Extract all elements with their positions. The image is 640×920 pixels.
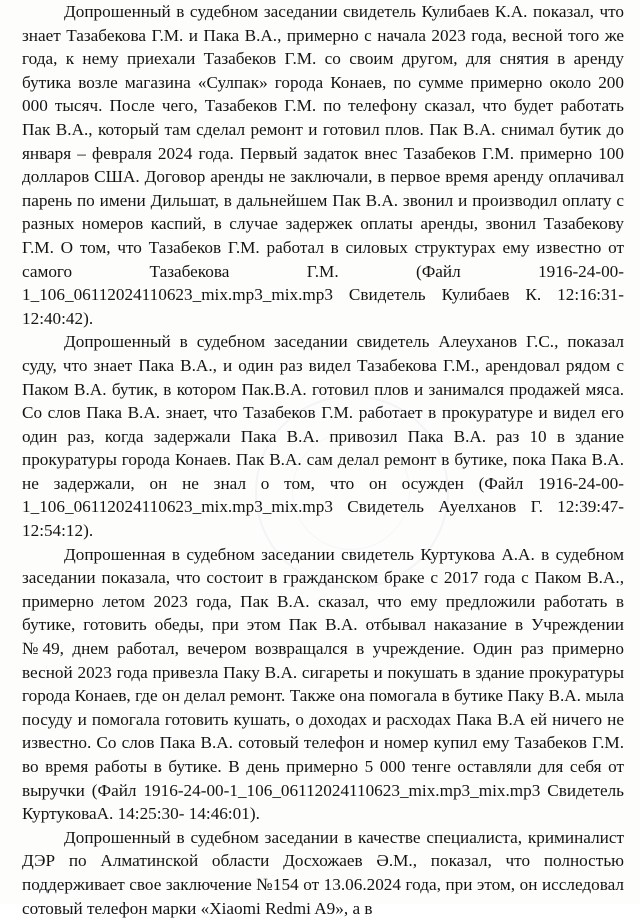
paragraph-testimony-kulibaev: Допрошенный в судебном заседании свидетель Кулибаев К.А. показал, что знает Тазабекова Г.М. и Пака В.А., примерно с начала 2023 года, весной того же года, к нему приехали Тазабеков Г.М. со своим другом, для снятия в аренду бутика возле магазина «Сулпак» города Конаев, по сумме примерно около 200 000 тысяч. После чего, Тазабеков Г.М. по телефону сказал, что будет работать Пак В.А., который там сделал ремонт и готовил плов. Пак В.А. снимал бутик до января – февраля 2024 года. Первый задаток внес Тазабеков Г.М. примерно 100 долларов США. Договор аренды не заключали, в первое время аренду оплачивал парень по имени Дильшат, в дальнейшем Пак В.А. звонил и производил оплату с разных номеров каспий, в случае задержек оплаты аренды, звонил Тазабекову Г.М. О том, что Тазабеков Г.М. работал в силовых структурах ему известно от самого Тазабекова Г.М. (Файл 1916-24-00-1_106_06112024110623_mix.mp3_mix.mp3 Свидетель Кулибаев К. 12:16:31- 12:40:42).	[22, 2, 624, 328]
paragraph-testimony-kurtukova: Допрошенная в судебном заседании свидетель Куртукова А.А. в судебном заседании показала, что состоит в гражданском браке с 2017 года с Паком В.А., примерно летом 2023 года, Пак В.А. сказал, что ему предложили работать в бутике, готовить обеды, при этом Пак В.А. отбывал наказание в Учреждении №49, днем работал, вечером возвращался в учреждение. Один раз примерно весной 2023 года привезла Паку В.А. сигареты и покушать в здание прокуратуры города Конаев, где он делал ремонт. Также она помогала в бутике Паку В.А. мыла посуду и помогала готовить кушать, о доходах и расходах Пака В.А ей ничего не известно. Со слов Пака В.А. сотовый телефон и номер купил ему Тазабеков Г.М. во время работы в бутике. В день примерно 5 000 тенге оставляли для себя от выручки (Файл 1916-24-00-1_106_06112024110623_mix.mp3_mix.mp3 Свидетель КуртуковаА. 14:25:30- 14:46:01).	[22, 544, 624, 824]
paragraph-testimony-aleukhanov: Допрошенный в судебном заседании свидетель Алеуханов Г.С., показал суду, что знает Пака В.А., и один раз видел Тазабекова Г.М., арендовал рядом с Паком В.А. бутик, в котором Пак.В.А. готовил плов и занимался продажей мяса. Со слов Пака В.А. знает, что Тазабеков Г.М. работает в прокуратуре и видел его один раз, когда задержали Пака В.А. привозил Пака В.А. раз 10 в здание прокуратуры города Конаев. Пак В.А. сам делал ремонт в бутике, пока Пака В.А. не задержали, он не знал о том, что он осужден (Файл 1916-24-00-1_106_06112024110623_mix.mp3_mix.mp3 Свидетель Ауелханов Г. 12:39:47- 12:54:12).	[22, 332, 624, 541]
paragraph-specialist-doskhozhaev: Допрошенный в судебном заседании в качестве специалиста, криминалист ДЭР по Алматинской области Досхожаев Ә.М., показал, что полностью поддерживает свое заключение №154 от 13.06.2024 года, при этом, он исследовал сотовый телефон марки «Xiaomi Redmi A9», а в	[22, 827, 624, 918]
document-body	[22, 0, 624, 920]
